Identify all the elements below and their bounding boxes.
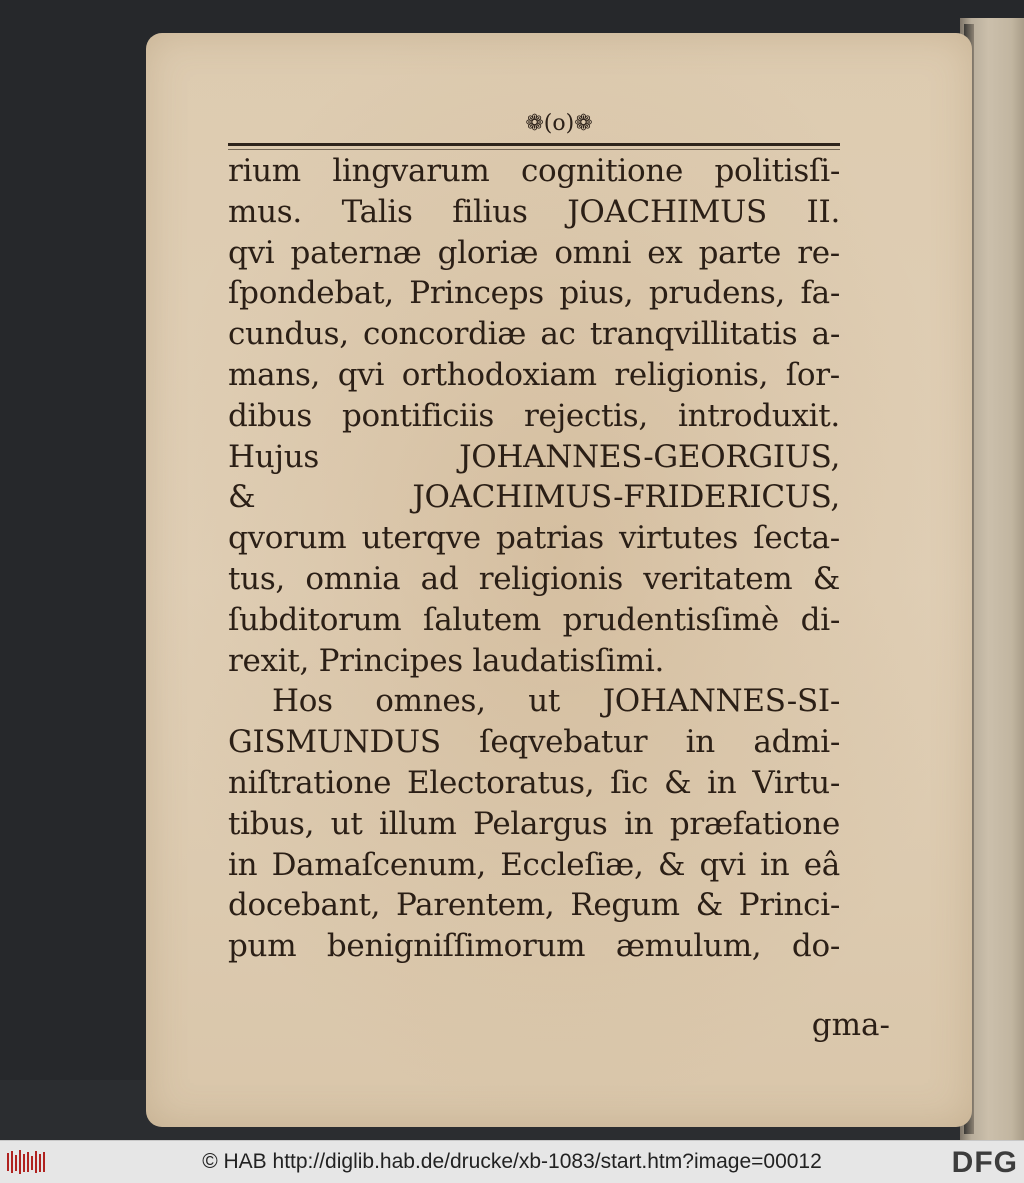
text-line: docebant, Parentem, Regum & Princi-	[228, 887, 840, 924]
book-page	[146, 33, 972, 1127]
text-line: ſpondebat, Princeps pius, prudens, fa-	[228, 275, 840, 312]
text-line: ſubditorum ſalutem prudentisſimè di-	[228, 601, 840, 638]
text-line: tibus, ut illum Pelargus in præfatione	[228, 805, 840, 842]
text-line: mus. Talis filius JOACHIMUS II.	[228, 193, 840, 230]
catchword: gma-	[811, 1007, 890, 1043]
text-line: rexit, Principes laudatisſimi.	[228, 642, 665, 679]
text-line: pum benigniſſimorum æmulum, do-	[228, 928, 840, 965]
text-line: dibus pontificiis rejectis, introduxit.	[228, 397, 840, 434]
text-line: tus, omnia ad religionis veritatem &	[228, 560, 840, 597]
text-line: rium lingvarum cognitione politisſi-	[228, 153, 840, 189]
text-line: in Damaſcenum, Eccleſiæ, & qvi in eâ	[228, 846, 840, 883]
dfg-logo: DFG	[951, 1146, 1018, 1179]
text-line: & JOACHIMUS-FRIDERICUS,	[228, 479, 840, 516]
page-header-ornament: ❁(o)❁	[525, 111, 593, 136]
footer-bar	[0, 1140, 1024, 1183]
text-line: niſtratione Electoratus, ſic & in Virtu-	[228, 764, 840, 801]
text-line: Hujus JOHANNES-GEORGIUS,	[228, 438, 840, 475]
header-rule-thin	[228, 149, 840, 150]
text-line: cundus, concordiæ ac tranqvillitatis a-	[228, 316, 840, 353]
text-line: qvorum uterqve patrias virtutes ſecta-	[228, 520, 840, 557]
copyright-url-text: © HAB http://diglib.hab.de/drucke/xb-1083/start.htm?image=00012	[202, 1150, 822, 1173]
text-line: GISMUNDUS ſeqvebatur in admi-	[228, 724, 840, 761]
header-rule	[228, 143, 840, 146]
text-line: qvi paternæ gloriæ omni ex parte re-	[228, 234, 840, 271]
text-line: mans, qvi orthodoxiam religionis, ſor-	[228, 356, 840, 393]
text-line: Hos omnes, ut JOHANNES-SI-	[272, 683, 840, 720]
page-body-text	[228, 151, 840, 967]
